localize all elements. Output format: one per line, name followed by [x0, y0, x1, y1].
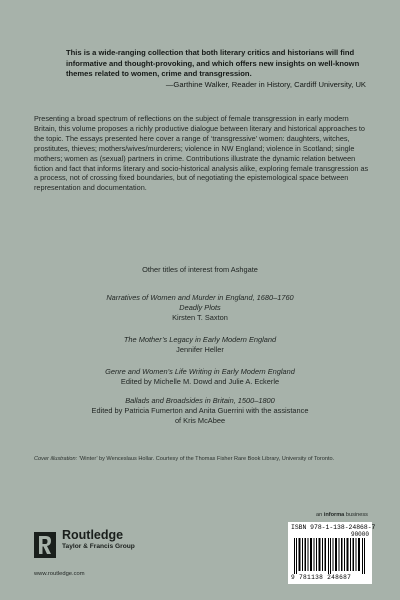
book-description: Presenting a broad spectrum of reflections on the subject of female transgression in early modern Britain, this volume proposes a richly productive dialogue between literary and historical approaches to the topic. The essays presented here cover a range of ‘transgressive’ women: daughters, witches, prostitutes, thieves; mothers/wives/murderers; violence in NW England; violence in Scotland; single mothers; women as (sexual) partners in crime. Contributions illustrate the dynamic relation between fiction and fact that informs literary and socio-historical analysis alike, exploring female transgression as a process, not of crossing fixed boundaries, but of negotiating the epistemological space between representation and documentation.: [34, 114, 369, 193]
endorsement-quote: This is a wide-ranging collection that both literary critics and historians will find informative and thought-provoking, and which offers new insights on well-known themes related to women, crime and transgression.: [66, 48, 360, 79]
informa-suffix: business: [344, 512, 368, 518]
endorsement-attribution: —Garthine Walker, Reader in History, Cardiff University, UK: [165, 79, 366, 89]
cover-illustration-credit: [34, 455, 364, 463]
publisher-website: www.routledge.com: [34, 571, 85, 577]
credit-text: ‘Winter’ by Wenceslaus Hollar. Courtesy of the Thomas Fisher Rare Book Library, University of Toronto.: [77, 456, 335, 462]
ean-digits: 9 781138 248687: [291, 574, 352, 581]
isbn-number: ISBN 978-1-138-24868-7: [291, 524, 376, 531]
other-title-entry: [0, 335, 400, 355]
other-title-subtitle: Deadly Plots: [179, 303, 221, 312]
other-title-name: Narratives of Women and Murder in England, 1680–1760: [106, 293, 294, 302]
barcode-bars: [294, 538, 366, 574]
other-title-author: Edited by Patricia Fumerton and Anita Guerrini with the assistance: [91, 406, 309, 415]
publisher-group: Taylor & Francis Group: [62, 543, 135, 550]
other-title-entry: [0, 396, 400, 426]
other-title-entry: [0, 293, 400, 323]
other-title-author: Edited by Michelle M. Dowd and Julie A. Eckerle: [120, 377, 280, 386]
informa-prefix: an: [316, 512, 324, 518]
other-title-name: The Mother’s Legacy in Early Modern England: [123, 335, 277, 344]
other-title-author-continued: of Kris McAbee: [174, 416, 226, 425]
other-title-entry: [0, 367, 400, 387]
other-title-author: Kirsten T. Saxton: [172, 313, 228, 322]
other-title-name: Genre and Women’s Life Writing in Early Modern England: [105, 367, 295, 376]
endorsement: [66, 48, 366, 90]
credit-label: Cover illustration:: [34, 456, 78, 462]
other-title-name: Ballads and Broadsides in Britain, 1500–1800: [125, 396, 275, 405]
other-title-author: Jennifer Heller: [176, 345, 224, 354]
price-addon-code: 90000: [350, 531, 369, 538]
other-titles-heading: Other titles of interest from Ashgate: [142, 265, 258, 274]
isbn-barcode: [288, 522, 376, 584]
informa-brand: informa: [323, 512, 345, 518]
publisher-name: Routledge: [62, 528, 124, 542]
routledge-logo-icon: [34, 532, 56, 558]
informa-business-tag: [316, 512, 368, 518]
